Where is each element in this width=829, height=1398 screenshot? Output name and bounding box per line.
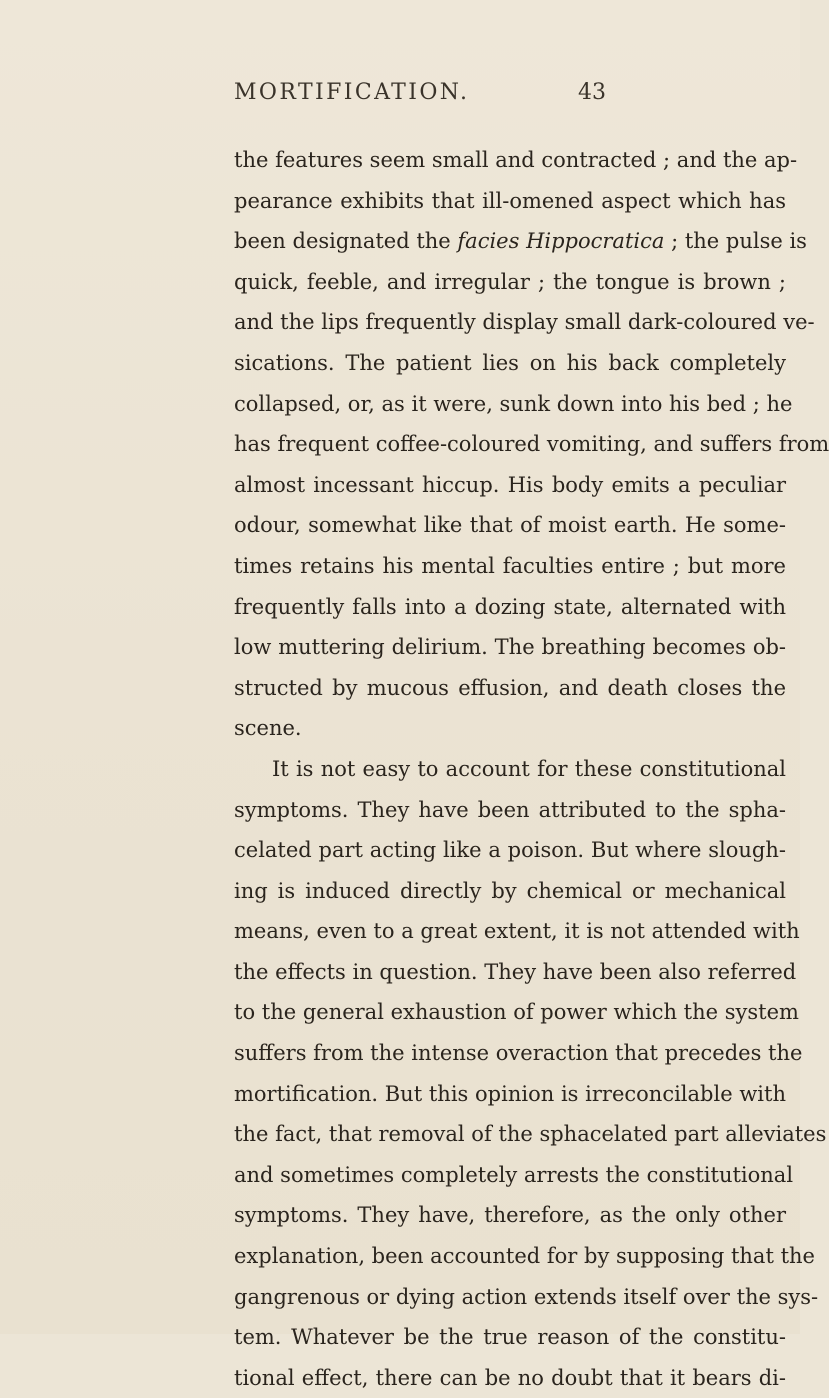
italic-term: facies	[457, 229, 520, 254]
text-line: symptoms. They have been attributed to the spha-	[234, 797, 786, 822]
text-line: times retains his mental faculties entire ; but more	[234, 553, 786, 578]
text-line: has frequent coffee-coloured vomiting, and suffers from	[234, 432, 829, 457]
line-segment: been designated the	[234, 229, 458, 254]
text-line: the features seem small and contracted ; and the ap-	[234, 148, 798, 172]
text-line: quick, feeble, and irregular ; the tongue is brown ;	[234, 269, 786, 294]
text-line: low muttering delirium. The breathing becomes ob-	[234, 635, 786, 660]
text-line: sications. The patient lies on his back completely	[234, 350, 786, 375]
text-line: tional effect, there can be no doubt that it bears di-	[234, 1365, 786, 1390]
text-line: ing is induced directly by chemical or mechanical	[234, 878, 786, 903]
text-line: to the general exhaustion of power which the system	[234, 1000, 799, 1025]
text-line: almost incessant hiccup. His body emits a peculiar	[234, 472, 786, 497]
text-line: odour, somewhat like that of moist earth. He some-	[234, 513, 786, 538]
text-line: the fact, that removal of the sphacelated part alleviates	[234, 1122, 827, 1147]
italic-term: Hippocratica	[526, 229, 665, 254]
page-header	[0, 80, 800, 120]
text-line: celated part acting like a poison. But where slough-	[234, 838, 786, 863]
text-line: explanation, been accounted for by supposing that the	[234, 1244, 815, 1269]
text-line: symptoms. They have, therefore, as the only other	[234, 1203, 786, 1228]
text-line: structed by mucous effusion, and death closes the	[234, 675, 786, 700]
text-line: suffers from the intense overaction that precedes the	[234, 1041, 803, 1066]
text-line: the effects in question. They have been also referred	[234, 959, 797, 984]
text-line-paragraph-start: It is not easy to account for these constitutional	[272, 756, 786, 781]
text-line: tem. Whatever be the true reason of the constitu-	[234, 1325, 786, 1350]
text-line: means, even to a great extent, it is not attended with	[234, 919, 800, 944]
text-line: mortification. But this opinion is irreconcilable with	[234, 1081, 786, 1106]
running-head: MORTIFICATION.	[234, 80, 470, 105]
text-line: pearance exhibits that ill-omened aspect which has	[234, 188, 786, 213]
line-segment: ; the pulse is	[664, 229, 807, 254]
text-line: frequently falls into a dozing state, alternated with	[234, 594, 786, 619]
text-line: scene.	[234, 716, 302, 741]
text-line: gangrenous or dying action extends itself over the sys-	[234, 1284, 819, 1309]
body-text	[234, 140, 829, 1398]
text-line: collapsed, or, as it were, sunk down into his bed ; he	[234, 391, 793, 416]
text-line-with-italics	[234, 221, 807, 262]
page-number: 43	[578, 80, 606, 105]
text-line: and sometimes completely arrests the constitutional	[234, 1162, 794, 1187]
text-line: and the lips frequently display small dark-coloured ve-	[234, 310, 815, 335]
